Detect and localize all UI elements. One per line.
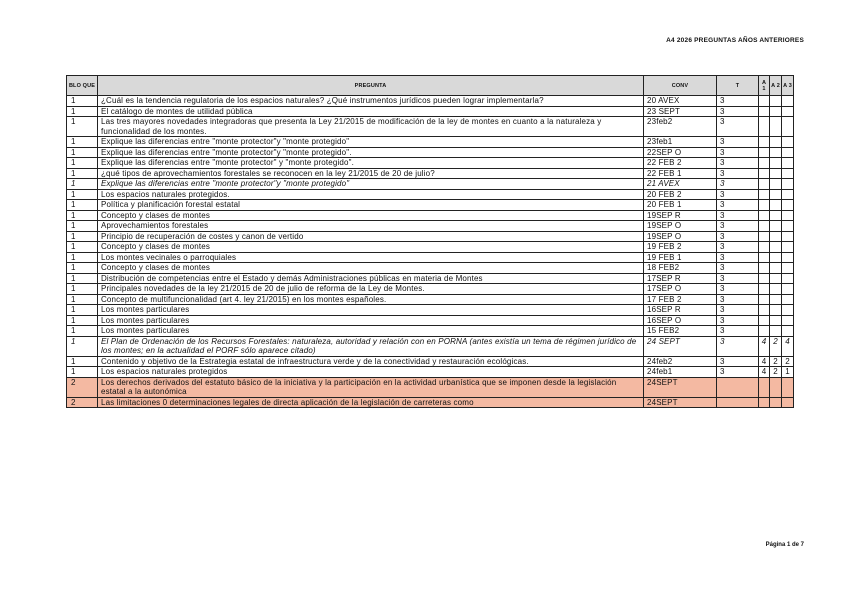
table-row	[67, 397, 794, 408]
cell-bloque: 1	[67, 158, 98, 169]
cell-a3	[782, 179, 794, 190]
cell-a1	[759, 168, 770, 179]
cell-a3	[782, 294, 794, 305]
cell-a2	[770, 210, 782, 221]
cell-bloque: 1	[67, 356, 98, 367]
cell-a1	[759, 158, 770, 169]
page-header-title: A4 2026 PREGUNTAS AÑOS ANTERIORES	[666, 37, 804, 44]
cell-bloque: 1	[67, 284, 98, 295]
cell-a2	[770, 106, 782, 117]
cell-a1: 4	[759, 336, 770, 356]
cell-a1	[759, 294, 770, 305]
cell-t: 3	[717, 137, 759, 148]
cell-a3	[782, 305, 794, 316]
cell-a3	[782, 137, 794, 148]
table-row	[67, 284, 794, 295]
table-row	[67, 377, 794, 397]
cell-bloque: 1	[67, 263, 98, 274]
cell-t: 3	[717, 158, 759, 169]
col-header-pregunta: PREGUNTA	[98, 76, 644, 96]
cell-pregunta: Los montes particulares	[98, 326, 644, 337]
cell-a3	[782, 377, 794, 397]
cell-a3	[782, 168, 794, 179]
table-row	[67, 179, 794, 190]
table-row	[67, 242, 794, 253]
cell-a2	[770, 168, 782, 179]
table-row	[67, 189, 794, 200]
cell-a1	[759, 137, 770, 148]
cell-t	[717, 397, 759, 408]
cell-t: 3	[717, 284, 759, 295]
table-row	[67, 336, 794, 356]
table-row	[67, 305, 794, 316]
cell-a2	[770, 294, 782, 305]
col-header-a3: A 3	[782, 76, 794, 96]
cell-bloque: 1	[67, 168, 98, 179]
table-row	[67, 147, 794, 158]
cell-conv: 17SEP O	[644, 284, 717, 295]
cell-a3	[782, 315, 794, 326]
cell-t: 3	[717, 336, 759, 356]
cell-conv: 24feb1	[644, 367, 717, 378]
cell-conv: 24SEPT	[644, 377, 717, 397]
cell-a2	[770, 377, 782, 397]
cell-bloque: 1	[67, 367, 98, 378]
cell-a3	[782, 252, 794, 263]
col-header-a1: A 1	[759, 76, 770, 96]
cell-a2	[770, 242, 782, 253]
cell-a1	[759, 189, 770, 200]
col-header-bloque: BLO QUE	[67, 76, 98, 96]
table-row	[67, 367, 794, 378]
cell-a2: 2	[770, 367, 782, 378]
cell-t: 3	[717, 367, 759, 378]
cell-a3	[782, 242, 794, 253]
cell-a1	[759, 231, 770, 242]
table-row	[67, 273, 794, 284]
col-header-t: T	[717, 76, 759, 96]
cell-a1	[759, 117, 770, 137]
cell-pregunta: El Plan de Ordenación de los Recursos Forestales: naturaleza, autoridad y relación con en PORNA (antes existía un tema de régimen jurídico de los montes; en la actualidad el PORF sólo aparece citado)	[98, 336, 644, 356]
cell-a2	[770, 326, 782, 337]
cell-a1	[759, 179, 770, 190]
table-row	[67, 252, 794, 263]
cell-bloque: 1	[67, 273, 98, 284]
cell-a2	[770, 158, 782, 169]
cell-bloque: 1	[67, 315, 98, 326]
cell-t: 3	[717, 106, 759, 117]
cell-pregunta: Concepto y clases de montes	[98, 263, 644, 274]
cell-t: 3	[717, 210, 759, 221]
cell-t: 3	[717, 252, 759, 263]
cell-a2	[770, 284, 782, 295]
cell-pregunta: Concepto y clases de montes	[98, 210, 644, 221]
cell-bloque: 1	[67, 294, 98, 305]
cell-a1: 4	[759, 356, 770, 367]
cell-a1	[759, 106, 770, 117]
table-row	[67, 96, 794, 107]
cell-pregunta: Las limitaciones 0 determinaciones legales de directa aplicación de la legislación de carreteras como	[98, 397, 644, 408]
cell-a2: 2	[770, 336, 782, 356]
cell-a3: 2	[782, 356, 794, 367]
cell-bloque: 1	[67, 189, 98, 200]
cell-a3	[782, 273, 794, 284]
cell-t: 3	[717, 96, 759, 107]
table-header-row	[67, 76, 794, 96]
cell-conv: 23feb2	[644, 117, 717, 137]
cell-t: 3	[717, 147, 759, 158]
cell-conv: 19SEP R	[644, 210, 717, 221]
cell-a1	[759, 377, 770, 397]
cell-t: 3	[717, 179, 759, 190]
table-body	[67, 96, 794, 408]
questions-table	[66, 75, 794, 408]
cell-conv: 17 FEB 2	[644, 294, 717, 305]
cell-conv: 22 FEB 1	[644, 168, 717, 179]
cell-t: 3	[717, 326, 759, 337]
cell-a3	[782, 284, 794, 295]
cell-pregunta: Explique las diferencias entre "monte protector"y "monte protegido"	[98, 179, 644, 190]
cell-bloque: 2	[67, 397, 98, 408]
cell-a2	[770, 200, 782, 211]
cell-a3: 4	[782, 336, 794, 356]
cell-t	[717, 377, 759, 397]
cell-t: 3	[717, 168, 759, 179]
cell-pregunta: Principio de recuperación de costes y canon de vertido	[98, 231, 644, 242]
cell-t: 3	[717, 200, 759, 211]
cell-conv: 22SEP O	[644, 147, 717, 158]
cell-bloque: 1	[67, 106, 98, 117]
cell-a1	[759, 397, 770, 408]
cell-t: 3	[717, 189, 759, 200]
cell-a3	[782, 210, 794, 221]
cell-a3	[782, 263, 794, 274]
cell-a1	[759, 200, 770, 211]
cell-pregunta: Explique las diferencias entre "monte protector" y "monte protegido".	[98, 158, 644, 169]
cell-pregunta: Los espacios naturales protegidos.	[98, 189, 644, 200]
cell-pregunta: Aprovechamientos forestales	[98, 221, 644, 232]
cell-a3	[782, 189, 794, 200]
cell-conv: 19 FEB 1	[644, 252, 717, 263]
cell-bloque: 1	[67, 221, 98, 232]
cell-bloque: 1	[67, 231, 98, 242]
cell-a1	[759, 273, 770, 284]
table-row	[67, 263, 794, 274]
cell-a2	[770, 221, 782, 232]
cell-a3	[782, 200, 794, 211]
cell-a1	[759, 252, 770, 263]
table-row	[67, 294, 794, 305]
table-row	[67, 158, 794, 169]
cell-a3: 1	[782, 367, 794, 378]
cell-a1	[759, 96, 770, 107]
cell-a2	[770, 179, 782, 190]
cell-a2	[770, 305, 782, 316]
cell-t: 3	[717, 242, 759, 253]
cell-bloque: 1	[67, 210, 98, 221]
cell-pregunta: ¿Cuál es la tendencia regulatoria de los espacios naturales? ¿Qué instrumentos jurídicos pueden lograr implementarla?	[98, 96, 644, 107]
col-header-conv: CONV	[644, 76, 717, 96]
cell-a2	[770, 273, 782, 284]
table-row	[67, 200, 794, 211]
cell-pregunta: Principales novedades de la ley 21/2015 de 20 de julio de reforma de la Ley de Montes.	[98, 284, 644, 295]
cell-conv: 19 FEB 2	[644, 242, 717, 253]
cell-a3	[782, 326, 794, 337]
cell-a2	[770, 263, 782, 274]
cell-bloque: 1	[67, 137, 98, 148]
cell-pregunta: Los montes vecinales o parroquiales	[98, 252, 644, 263]
cell-a2	[770, 315, 782, 326]
cell-a3	[782, 397, 794, 408]
cell-conv: 20 FEB 2	[644, 189, 717, 200]
cell-conv: 16SEP R	[644, 305, 717, 316]
cell-a1	[759, 210, 770, 221]
table-row	[67, 168, 794, 179]
table-row	[67, 231, 794, 242]
cell-t: 3	[717, 294, 759, 305]
cell-a1	[759, 326, 770, 337]
cell-bloque: 1	[67, 252, 98, 263]
cell-t: 3	[717, 231, 759, 242]
cell-pregunta: Los montes particulares	[98, 305, 644, 316]
cell-pregunta: Las tres mayores novedades integradoras que presenta la Ley 21/2015 de modificación de la ley de montes en cuanto a la naturaleza y funcionalidad de los montes.	[98, 117, 644, 137]
table-row	[67, 117, 794, 137]
cell-a2	[770, 231, 782, 242]
table-row	[67, 106, 794, 117]
cell-a3	[782, 221, 794, 232]
cell-pregunta: Distribución de competencias entre el Estado y demás Administraciones públicas en materia de Montes	[98, 273, 644, 284]
cell-conv: 19SEP O	[644, 221, 717, 232]
cell-t: 3	[717, 117, 759, 137]
cell-a2	[770, 252, 782, 263]
cell-a3	[782, 158, 794, 169]
page-number: Página 1 de 7	[765, 542, 804, 548]
cell-conv: 19SEP O	[644, 231, 717, 242]
cell-a2	[770, 189, 782, 200]
cell-t: 3	[717, 356, 759, 367]
cell-pregunta: El catálogo de montes de utilidad pública	[98, 106, 644, 117]
cell-pregunta: Concepto de multifuncionalidad (art 4. ley 21/2015) en los montes españoles.	[98, 294, 644, 305]
cell-t: 3	[717, 263, 759, 274]
cell-t: 3	[717, 273, 759, 284]
cell-a2	[770, 147, 782, 158]
cell-a1	[759, 305, 770, 316]
cell-conv: 17SEP R	[644, 273, 717, 284]
cell-a3	[782, 231, 794, 242]
cell-bloque: 1	[67, 200, 98, 211]
cell-pregunta: Política y planificación forestal estatal	[98, 200, 644, 211]
cell-conv: 15 FEB2	[644, 326, 717, 337]
cell-a2	[770, 117, 782, 137]
cell-conv: 23feb1	[644, 137, 717, 148]
cell-pregunta: Concepto y clases de montes	[98, 242, 644, 253]
col-header-a2: A 2	[770, 76, 782, 96]
cell-bloque: 1	[67, 326, 98, 337]
cell-a1	[759, 284, 770, 295]
cell-a1	[759, 242, 770, 253]
cell-a1	[759, 263, 770, 274]
cell-conv: 20 AVEX	[644, 96, 717, 107]
cell-a1	[759, 315, 770, 326]
table-row	[67, 356, 794, 367]
cell-a3	[782, 147, 794, 158]
cell-pregunta: Explique las diferencias entre "monte protector"y "monte protegido".	[98, 147, 644, 158]
table-row	[67, 221, 794, 232]
cell-bloque: 1	[67, 117, 98, 137]
table-row	[67, 326, 794, 337]
table-row	[67, 137, 794, 148]
cell-bloque: 1	[67, 305, 98, 316]
cell-t: 3	[717, 315, 759, 326]
cell-a2	[770, 397, 782, 408]
cell-bloque: 1	[67, 147, 98, 158]
cell-conv: 24feb2	[644, 356, 717, 367]
cell-conv: 16SEP O	[644, 315, 717, 326]
cell-pregunta: Los derechos derivados del estatuto básico de la iniciativa y la participación en la actividad urbanística que se imponen desde la legislación estatal a la autonómica	[98, 377, 644, 397]
cell-t: 3	[717, 305, 759, 316]
cell-bloque: 2	[67, 377, 98, 397]
cell-conv: 22 FEB 2	[644, 158, 717, 169]
cell-bloque: 1	[67, 96, 98, 107]
cell-conv: 23 SEPT	[644, 106, 717, 117]
cell-a2	[770, 96, 782, 107]
table-row	[67, 315, 794, 326]
cell-pregunta: Contenido y objetivo de la Estrategia estatal de infraestructura verde y de la conectividad y restauración ecológicas.	[98, 356, 644, 367]
cell-a1	[759, 221, 770, 232]
cell-a3	[782, 117, 794, 137]
cell-conv: 18 FEB2	[644, 263, 717, 274]
cell-a1: 4	[759, 367, 770, 378]
cell-bloque: 1	[67, 179, 98, 190]
cell-pregunta: ¿qué tipos de aprovechamientos forestales se reconocen en la ley 21/2015 de 20 de julio?	[98, 168, 644, 179]
table-row	[67, 210, 794, 221]
cell-conv: 24 SEPT	[644, 336, 717, 356]
cell-a3	[782, 106, 794, 117]
cell-conv: 24SEPT	[644, 397, 717, 408]
cell-pregunta: Los montes particulares	[98, 315, 644, 326]
cell-bloque: 1	[67, 336, 98, 356]
cell-a3	[782, 96, 794, 107]
cell-pregunta: Explique las diferencias entre "monte protector"y "monte protegido"	[98, 137, 644, 148]
cell-t: 3	[717, 221, 759, 232]
cell-a2	[770, 137, 782, 148]
cell-pregunta: Los espacios naturales protegidos	[98, 367, 644, 378]
cell-conv: 21 AVEX	[644, 179, 717, 190]
cell-conv: 20 FEB 1	[644, 200, 717, 211]
cell-bloque: 1	[67, 242, 98, 253]
cell-a2: 2	[770, 356, 782, 367]
cell-a1	[759, 147, 770, 158]
